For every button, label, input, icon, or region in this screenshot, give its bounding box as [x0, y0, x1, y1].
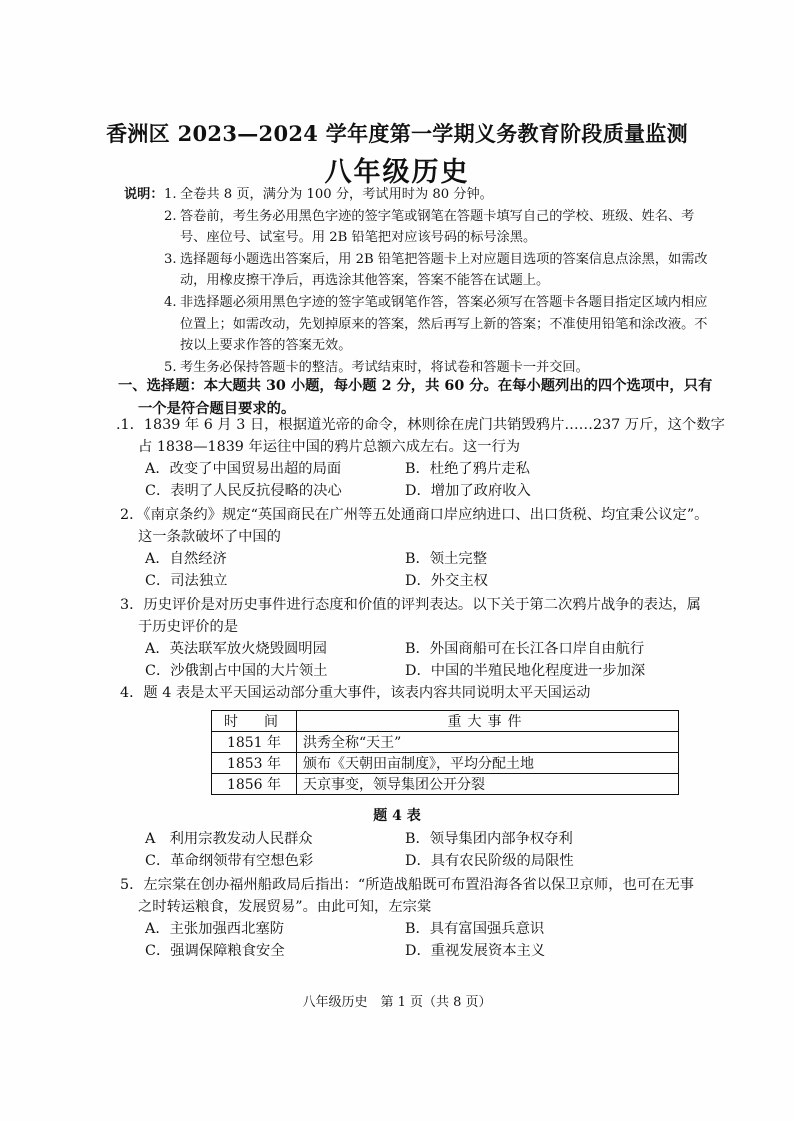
table-cell-event: 天京事变，领导集团公开分裂 — [297, 774, 679, 795]
instruction-text: 全卷共 8 页，满分为 100 分，考试用时为 80 分钟。 — [180, 187, 493, 202]
question-5-option-c: C．强调保障粮食安全 — [145, 943, 285, 959]
question-1-option-a: A．改变了中国贸易出超的局面 — [145, 461, 342, 477]
instruction-item — [124, 249, 714, 292]
exam-title: 香洲区 2023—2024 学年度第一学期义务教育阶段质量监测 — [106, 121, 688, 146]
question-1-option-d: D．增加了政府收入 — [405, 483, 531, 499]
question-2-option-a: A．自然经济 — [145, 551, 227, 567]
section-heading-cont: 一个是符合题目要求的。 — [138, 401, 296, 417]
table-header-event: 重大事件 — [297, 711, 679, 732]
question-3-option-d: D．中国的半殖民地化程度进一步加深 — [405, 663, 646, 679]
instruction-text: 非选择题必须用黑色字迹的签字笔或钢笔作答，答案必须写在答题卡各题目指定区域内相应位置上；如需改动，先划掉原来的答案，然后再写上新的答案；不准使用铅笔和涂改液。不按以上要求作答的答案无效。 — [180, 294, 708, 354]
subject-title: 八年级历史 — [324, 157, 470, 188]
question-1-stem-cont: 占 1838—1839 年运往中国的鸦片总额六成左右。这一行为 — [138, 439, 521, 455]
table-cell-year: 1851 年 — [212, 732, 297, 753]
question-3-option-b: B．外国商船可在长江各口岸自由航行 — [405, 641, 645, 657]
question-2-option-b: B．领土完整 — [405, 551, 487, 567]
question-2-option-d: D．外交主权 — [405, 573, 488, 589]
question-1-stem: .1．1839 年 6 月 3 日，根据道光帝的命令，林则徐在虎门共销毁鸦片……237 万斤，这个数字 — [116, 417, 725, 433]
table-cell-year: 1853 年 — [212, 753, 297, 774]
question-3-stem: 3．历史评价是对历史事件进行态度和价值的评判表达。以下关于第二次鸦片战争的表达，属 — [120, 597, 701, 613]
instruction-number: 5. — [164, 359, 177, 375]
table-header-time: 时 间 — [212, 711, 297, 732]
instruction-item — [124, 184, 714, 206]
question-3-option-c: C．沙俄割占中国的大片领土 — [145, 663, 328, 679]
question-5-option-a: A．主张加强西北塞防 — [145, 921, 284, 937]
instructions-label: 说明： — [124, 187, 164, 202]
instruction-text: 考生务必保持答题卡的整洁。考试结束时，将试卷和答题卡一并交回。 — [180, 359, 589, 375]
instruction-number: 2. — [164, 208, 177, 224]
table-header-row — [212, 711, 679, 732]
question-4-option-b: B．领导集团内部争权夺利 — [405, 831, 573, 847]
question-2-stem: 2．《南京条约》规定“英国商民在广州等五处通商口岸应纳进口、出口货税、均宜秉公议定”。 — [120, 507, 709, 523]
table-row — [212, 774, 679, 795]
table-row — [212, 732, 679, 753]
question-1-option-b: B．杜绝了鸦片走私 — [405, 461, 530, 477]
section-heading: 一、选择题：本大题共 30 小题，每小题 2 分，共 60 分。在每小题列出的四个选项中，只有 — [118, 378, 713, 394]
instructions-block — [124, 184, 714, 378]
table-cell-event: 颁布《天朝田亩制度》，平均分配土地 — [297, 753, 679, 774]
table-cell-event: 洪秀全称“天王” — [297, 732, 679, 753]
instruction-text: 答卷前，考生务必用黑色字迹的签字笔或钢笔在答题卡填写自己的学校、班级、姓名、考号、座位号、试室号。用 2B 铅笔把对应该号码的标号涂黑。 — [180, 208, 695, 246]
table-caption: 题 4 表 — [373, 808, 421, 824]
question-3-option-a: A．英法联军放火烧毁圆明园 — [145, 641, 327, 657]
page-footer: 八年级历史 第 1 页（共 8 页） — [302, 995, 492, 1010]
table-cell-year: 1856 年 — [212, 774, 297, 795]
question-4-option-a: A 利用宗教发动人民群众 — [145, 831, 313, 847]
instruction-number: 1. — [164, 187, 177, 202]
question-5-option-b: B．具有富国强兵意识 — [405, 921, 545, 937]
instruction-text: 选择题每小题选出答案后，用 2B 铅笔把答题卡上对应题目选项的答案信息点涂黑，如需改动，用橡皮擦干净后，再选涂其他答案，答案不能答在试题上。 — [180, 251, 708, 289]
instruction-item — [124, 292, 714, 357]
question-4-stem: 4．题 4 表是太平天国运动部分重大事件，该表内容共同说明太平天国运动 — [120, 685, 591, 701]
question-2-option-c: C．司法独立 — [145, 573, 228, 589]
events-table — [211, 710, 679, 795]
question-5-stem-cont: 之时转运粮食，发展贸易”。由此可知，左宗棠 — [138, 899, 432, 915]
instruction-number: 3. — [164, 251, 177, 267]
question-4-option-c: C．革命纲领带有空想色彩 — [145, 853, 314, 869]
question-4-option-d: D．具有农民阶级的局限性 — [405, 853, 574, 869]
instruction-number: 4. — [164, 294, 177, 310]
question-5-stem: 5．左宗棠在创办福州船政局后指出：“所造战船既可布置沿海各省以保卫京师，也可在无事 — [120, 877, 694, 893]
question-3-stem-cont: 于历史评价的是 — [138, 619, 239, 635]
instruction-item — [124, 206, 714, 249]
question-1-option-c: C．表明了人民反抗侵略的决心 — [145, 483, 342, 499]
question-5-option-d: D．重视发展资本主义 — [405, 943, 546, 959]
question-2-stem-cont: 这一条款破坏了中国的 — [138, 529, 281, 545]
table-row — [212, 753, 679, 774]
